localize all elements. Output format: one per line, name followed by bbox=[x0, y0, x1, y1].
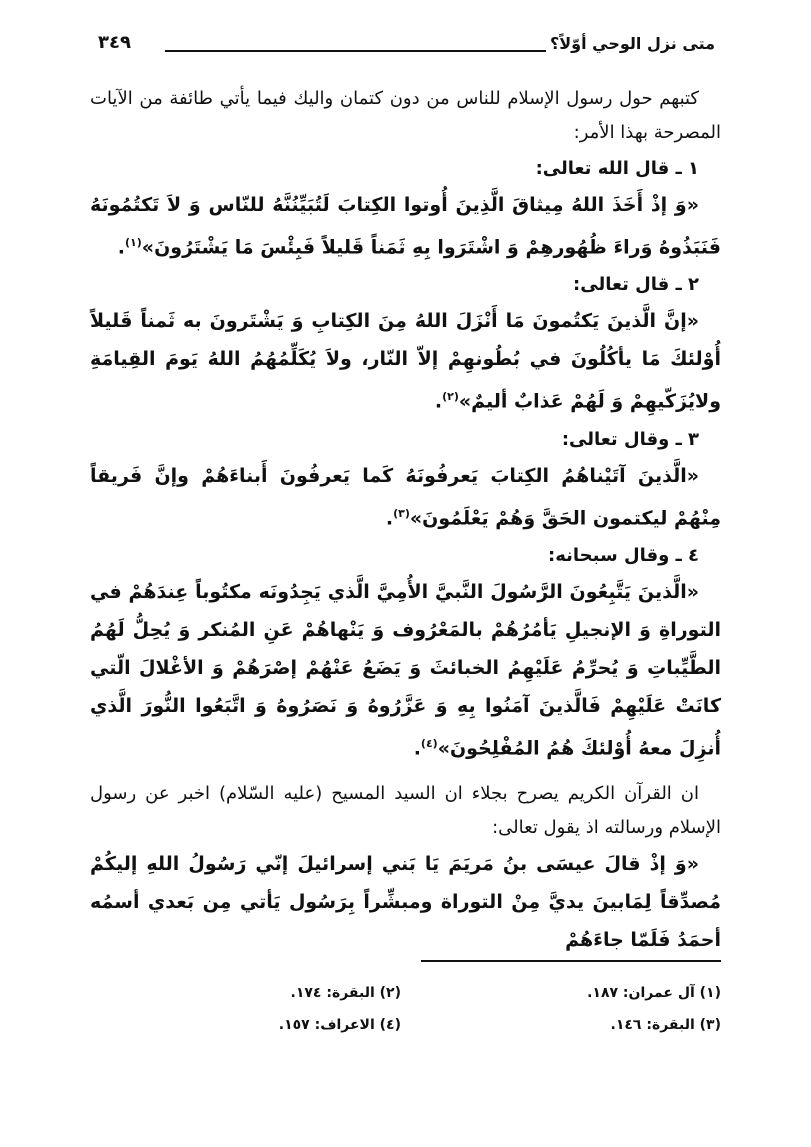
verse-5: «وَ إذْ قالَ عيسَى بنُ مَريَمَ يَا بَني إسرائيلَ إنّي رَسُولُ اللهِ إليكُمْ مُصدِّقاً لِمَابينَ يديَّ مِنْ التوراة ومبشِّراً بِرَسُول يَأتي مِن بَعدي أسمُه أحمَدُ فَلَمّا جاءَهُمْ bbox=[90, 853, 721, 952]
verse-2: «إنَّ الَّذينَ يَكتُمونَ مَا أَنْزَلَ اللهُ مِنَ الكِتابِ وَ يَشْتَرونَ به ثَمناً قَليلاً أُوْلئكَ مَا يأكُلُونَ في بُطُونهِمْ إلاّ النّار، ولاَ يُكَلِّمُهُمُ اللهُ يَومَ القِيامَةِ ولايُزَكّيهِمْ وَ لَهُمْ عَذابٌ أليمٌ»$^{(٢)}$. bbox=[90, 310, 721, 413]
footnote-ref-3: (٣) bbox=[393, 506, 410, 520]
verse-2-text: «إنَّ الَّذينَ يَكتُمونَ مَا أَنْزَلَ اللهُ مِنَ الكِتابِ وَ يَشْتَرونَ به ثَمناً قَليلاً أُوْلئكَ مَا يأكُلُونَ في بُطُونهِمْ إلاّ النّار، ولاَ يُكَلِّمُهُمُ اللهُ يَومَ القِيامَةِ ولايُزَكّيهِمْ وَ لَهُمْ عَذابٌ أليمٌ» bbox=[90, 310, 721, 413]
footnote-ref-1: (١) bbox=[125, 236, 142, 249]
footnote-1: (١) آل عمران: ١٨٧. bbox=[587, 985, 721, 1001]
verse-heading-3: ٣ ـ وقال تعالى: bbox=[561, 428, 699, 450]
header-rule bbox=[165, 50, 546, 52]
verse-heading-4: ٤ ـ وقال سبحانه: bbox=[548, 544, 699, 566]
running-header bbox=[90, 30, 721, 66]
footnote-rule bbox=[421, 960, 721, 962]
verse-1: «وَ إذْ أَخَذَ اللهُ مِيثاقَ الَّذِينَ أُوتوا الكِتابَ لَتُبَيِّنُنَّهُ للنّاس وَ لاَ تَكتُمُونَهُ فَنَبَذُوهُ وَراءَ ظُهُورهِمْ وَ اشْتَرَوا بِهِ ثَمَناً قَليلاً فَبِئْسَ مَا يَشْتَرُونَ»$^{(١)}$. bbox=[90, 194, 721, 259]
page-body bbox=[90, 82, 721, 959]
verse-1-text: «وَ إذْ أَخَذَ اللهُ مِيثاقَ الَّذِينَ أُوتوا الكِتابَ لَتُبَيِّنُنَّهُ للنّاس وَ لاَ تَكتُمُونَهُ فَنَبَذُوهُ وَراءَ ظُهُورهِمْ وَ اشْتَرَوا بِهِ ثَمَناً قَليلاً فَبِئْسَ مَا يَشْتَرُونَ» bbox=[90, 194, 721, 259]
footnote-ref-2: (٢) bbox=[442, 390, 459, 404]
verse-3: «الَّذينَ آتَيْناهُمُ الكِتابَ يَعرفُونَهُ كَما يَعرفُونَ أَبناءَهُمْ وإنَّ فَريقاً مِنْهُمْ ليكتمون الحَقَّ وَهُمْ يَعْلَمُونَ»$^{(٣)}$. bbox=[90, 464, 721, 529]
verse-4: «الَّذينَ يَتَّبِعُونَ الرَّسُولَ النَّبيَّ الأُمِيَّ الَّذي يَجِدُونَه مكتُوباً عِندَهُمْ في التوراةِ وَ الإنجيلِ يَأمُرُهُمْ بالمَعْرُوف وَ يَنْهاهُمْ عَنِ المُنكر وَ يُحِلُّ لَهُمُ الطَّيِّباتِ وَ يُحرِّمُ عَلَيْهِمُ الخبائثَ وَ يَضَعُ عَنْهُمْ إصْرَهُمْ وَ الأغْلالَ الّتي كانَتْ عَلَيْهِمْ فَالَّذينَ آمَنُوا بِهِ وَ عَزَّرُوهُ وَ نَصَرُوهُ وَ اتَّبَعُوا النُّورَ الَّذي أُنزِلَ معهُ أُوْلئكَ هُمُ المُفْلِحُونَ»$^{(٤)}$. bbox=[90, 580, 721, 760]
page-number: ٣٤٩ bbox=[98, 32, 131, 53]
verse-heading-1: ١ ـ قال الله تعالى: bbox=[535, 158, 699, 179]
book-page bbox=[90, 0, 721, 1147]
intro-paragraph: كتبهم حول رسول الإسلام للناس من دون كتمان واليك فيما يأتي طائفة من الآيات المصرحة بهذا الأمر: bbox=[90, 88, 721, 143]
footnote-2: (٢) البقرة: ١٧٤. bbox=[290, 985, 401, 1001]
footnote-4: (٤) الاعراف: ١٥٧. bbox=[278, 1017, 401, 1033]
verse-heading-2: ٢ ـ قال تعالى: bbox=[573, 274, 699, 296]
running-title: متى نزل الوحي أوّلاً؟ bbox=[549, 34, 715, 53]
verse-3-text: «الَّذينَ آتَيْناهُمُ الكِتابَ يَعرفُونَهُ كَما يَعرفُونَ أَبناءَهُمْ وإنَّ فَريقاً مِنْهُمْ ليكتمون الحَقَّ وَهُمْ يَعْلَمُونَ» bbox=[90, 464, 721, 529]
footnote-ref-4: (٤) bbox=[420, 736, 438, 750]
second-paragraph: ان القرآن الكريم يصرح بجلاء ان السيد المسيح (عليه السّلام) اخبر عن رسول الإسلام ورسالته اذ يقول تعالى: bbox=[90, 783, 721, 839]
footnote-3: (٣) البقرة: ١٤٦. bbox=[610, 1017, 721, 1033]
verse-4-text: «الَّذينَ يَتَّبِعُونَ الرَّسُولَ النَّبيَّ الأُمِيَّ الَّذي يَجِدُونَه مكتُوباً عِندَهُمْ في التوراةِ وَ الإنجيلِ يَأمُرُهُمْ بالمَعْرُوف وَ يَنْهاهُمْ عَنِ المُنكر وَ يُحِلُّ لَهُمُ الطَّيِّباتِ وَ يُحرِّمُ عَلَيْهِمُ الخبائثَ وَ يَضَعُ عَنْهُمْ إصْرَهُمْ وَ الأغْلالَ الّتي كانَتْ عَلَيْهِمْ فَالَّذينَ آمَنُوا بِهِ وَ عَزَّرُوهُ وَ نَصَرُوهُ وَ اتَّبَعُوا النُّورَ الَّذي أُنزِلَ معهُ أُوْلئكَ هُمُ المُفْلِحُونَ» bbox=[90, 580, 721, 760]
